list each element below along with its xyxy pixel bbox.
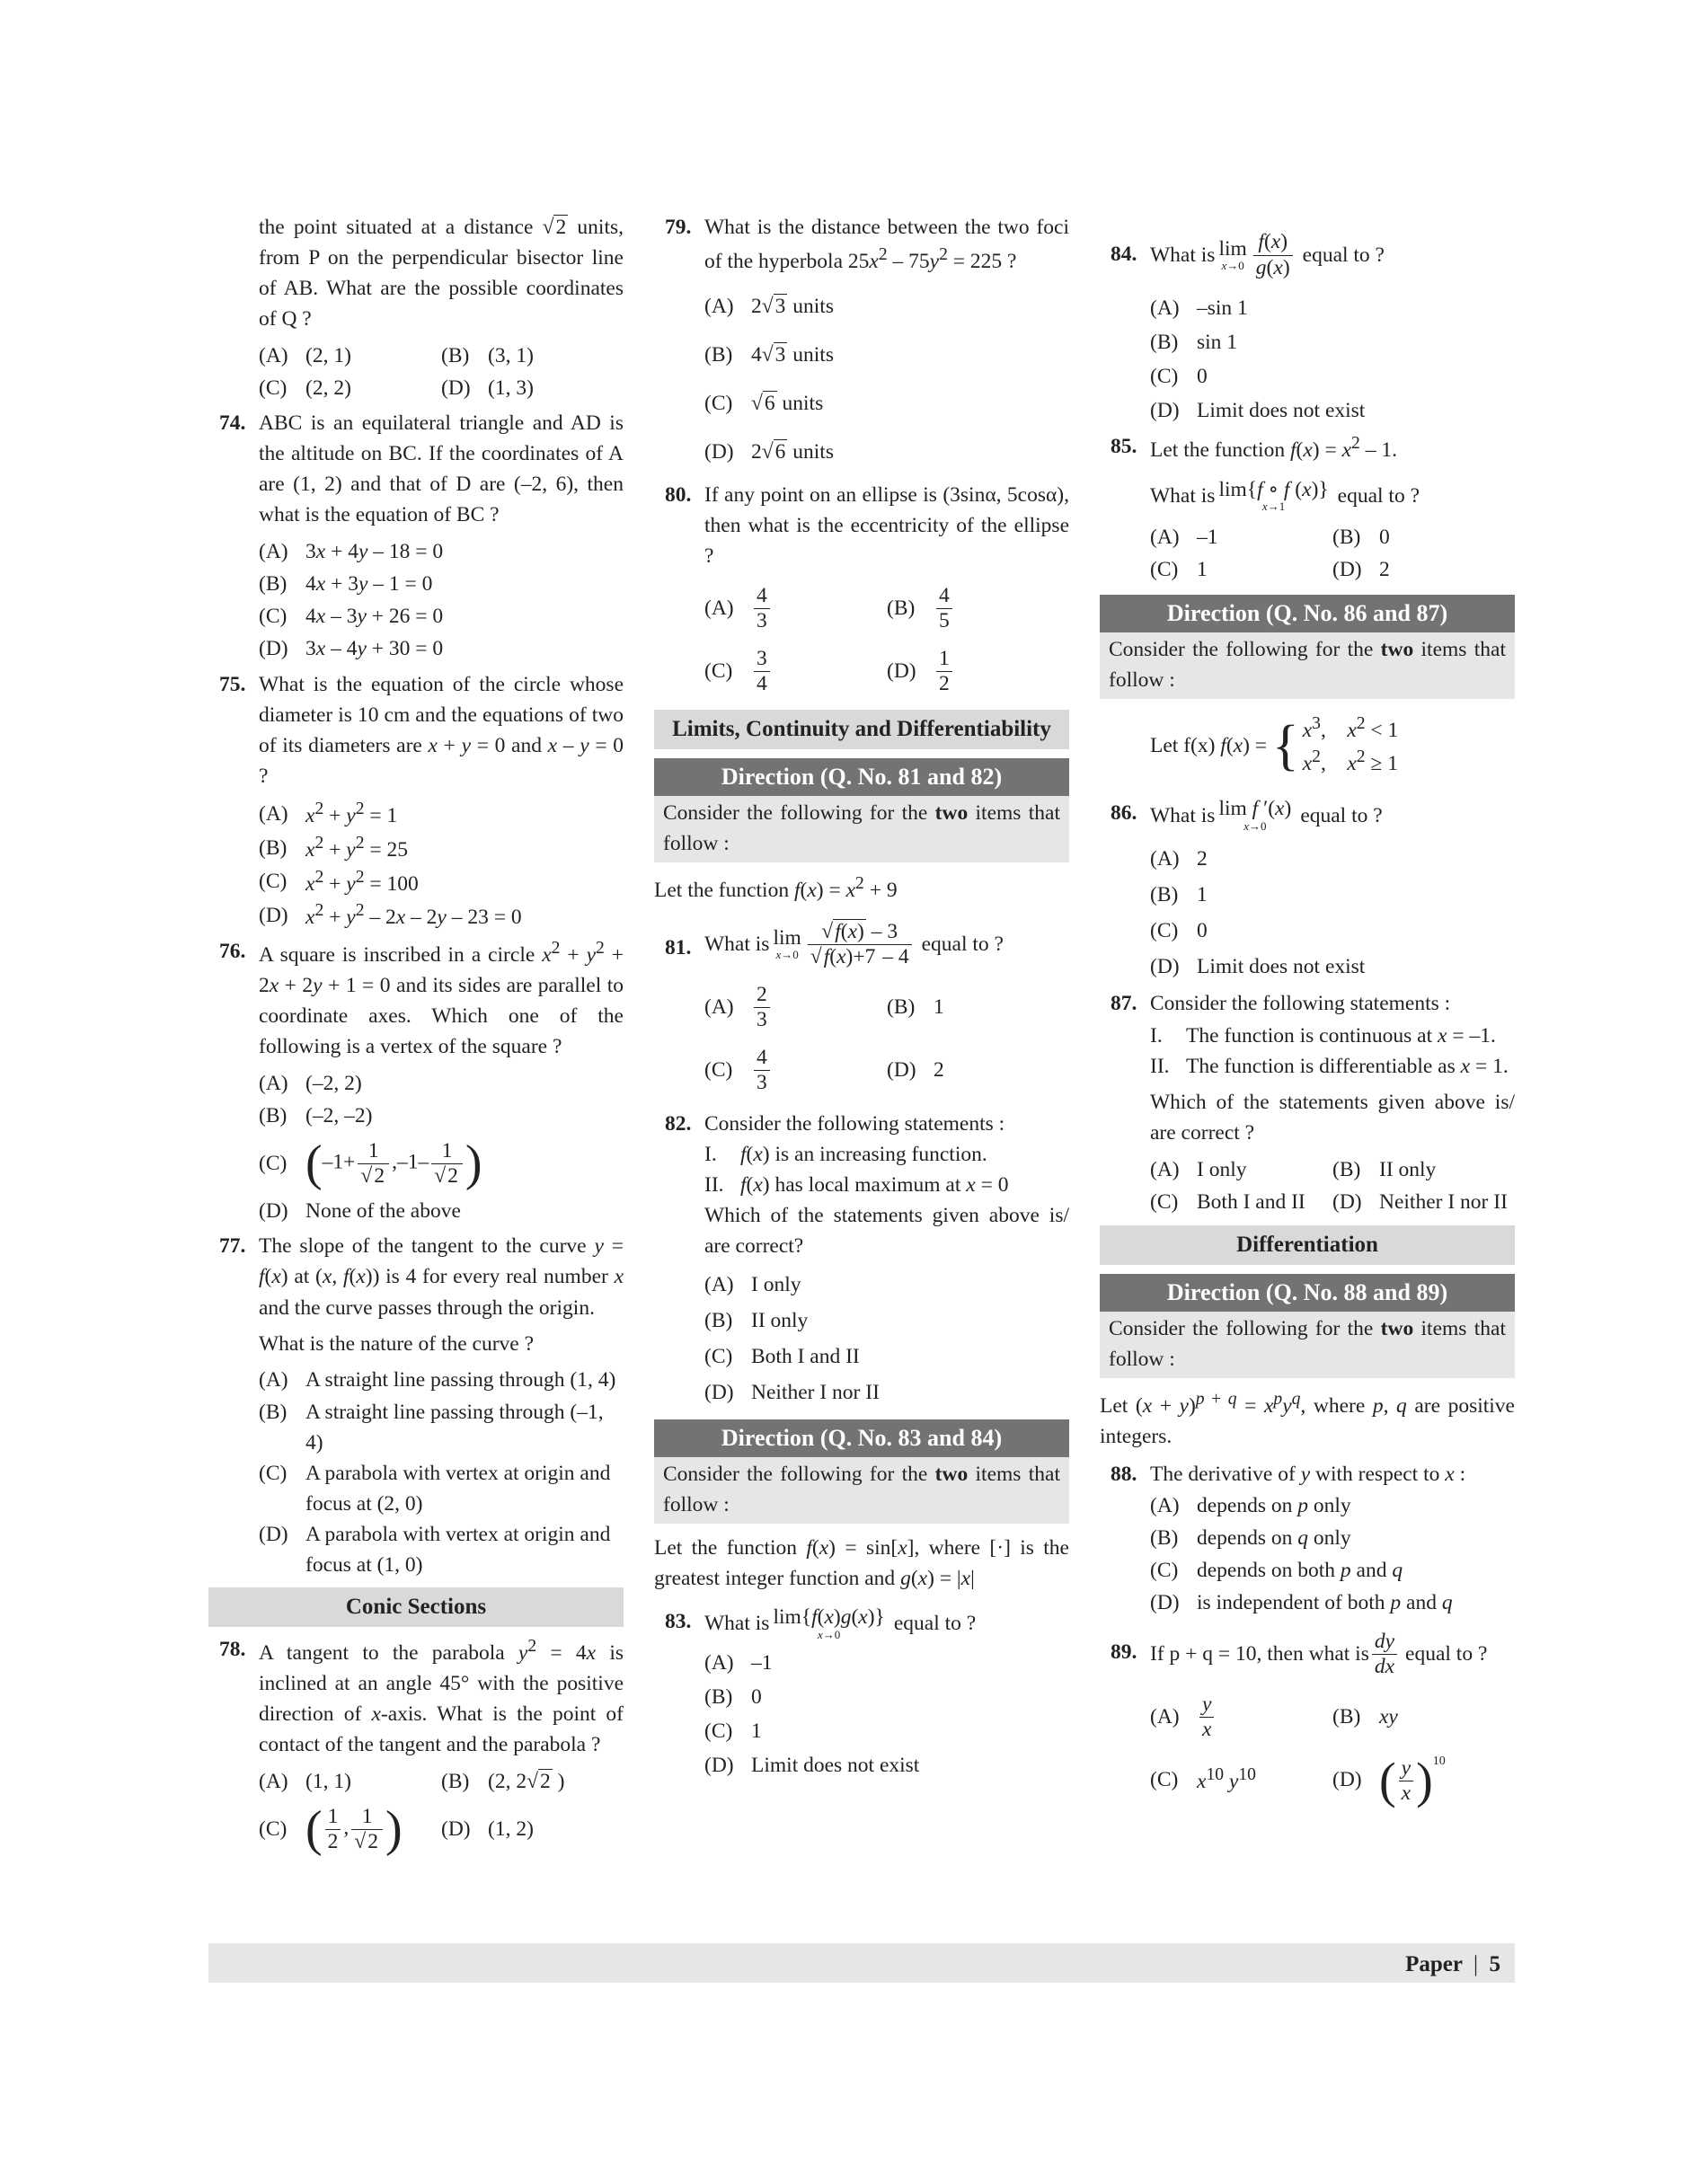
option-d: is independent of both p and q (1197, 1591, 1453, 1615)
question-stem: Let the function $f(x) = x^2 - 1$. (1150, 434, 1397, 462)
lead-text: Let the function f(x) = sin[x], where [·] is the greatest integer function and g(x) = |x| (654, 1536, 1069, 1591)
question-number: 83. (665, 1610, 692, 1634)
option-b: sin 1 (1197, 330, 1238, 354)
option-c: $\frac{4}{3}$ (751, 1046, 773, 1095)
question-74: 74. ABC is an equilateral triangle and AD is the altitude on BC. If the coordinates of A are (1, 2) and that of D are (–2, 6), then what is the equation of BC ? (A) 3x + 4y – 18 = 0 (B) 4x + 3y – 1 = 0 (C) 4x – 3y + 26 = 0 (D) 3x – 4y + 30 = 0 (208, 408, 624, 665)
question-number: 84. (1111, 243, 1137, 266)
option-a: (2, 1) (305, 344, 351, 368)
option-c: (2, 2) (305, 376, 351, 401)
option-d: (1, 3) (488, 376, 534, 401)
option-a: 2√3 units (751, 294, 834, 318)
question-stem: If p + q = 10, then what is $\frac{dy}{dx}$ equal to ? (1150, 1629, 1488, 1678)
question-stem: What is the distance between the two foci of the hyperbola $25x^2 - 75y^2 = 225$ ? (704, 216, 1069, 273)
direction-heading: Direction (Q. No. 83 and 84) (654, 1419, 1069, 1457)
question-78 (208, 1634, 624, 1861)
option-d: ( $\frac{y}{x}$ )$^{10}$ (1379, 1753, 1446, 1809)
option-b: 4x + 3y – 1 = 0 (305, 572, 433, 597)
direction-body: Consider the following for the two items that follow : (1100, 632, 1515, 699)
question-88: 88. The derivative of y with respect to x : (A) depends on p only (B) depends on q only (C) depends on both p and q (D) is independent of both p and q (1100, 1459, 1515, 1619)
option-a: I only (1197, 1157, 1247, 1181)
question-number: 77. (219, 1234, 246, 1259)
option-a: $\frac{y}{x}$ (1197, 1693, 1217, 1742)
options-row: (C) $\frac{4}{3}$ (D) 2 (704, 1045, 944, 1094)
option-b: $x^2 + y^2 = 25$ (305, 833, 408, 862)
question-number: 79. (665, 216, 692, 239)
option-d: 2√6 units (751, 439, 834, 464)
options-row: (A) $\frac{4}{3}$ (B) $\frac{4}{5}$ (704, 577, 1069, 640)
option-a: (–2, 2) (305, 1072, 362, 1096)
option-d: 2 (934, 1058, 944, 1083)
option-d: (1, 2) (488, 1817, 534, 1842)
question-number: 74. (219, 411, 246, 436)
statement-1: I. The function is continuous at x = –1. (1150, 1023, 1496, 1048)
option-b: 0 (751, 1685, 762, 1710)
lead-text: Let the function $f(x) = x^2 + 9$ (654, 874, 898, 903)
lead-text: Let $(x + y)^{p + q} = x^py^q$, where p, q are positive integers. (1100, 1390, 1515, 1448)
question-number: 75. (219, 672, 246, 696)
question-number: 85. (1111, 435, 1137, 458)
option-b: II only (751, 1309, 809, 1333)
option-c: 4x – 3y + 26 = 0 (305, 605, 444, 629)
option-d: Neither I nor II (751, 1381, 880, 1405)
direction-heading: Direction (Q. No. 86 and 87) (1100, 595, 1515, 632)
direction-heading: Direction (Q. No. 88 and 89) (1100, 1274, 1515, 1312)
option-d: 2 (1379, 557, 1390, 581)
option-b: xy (1379, 1705, 1398, 1729)
options-row: (A) (2, 1) (B) (3, 1) (259, 340, 624, 372)
option-a: 2 (1197, 846, 1208, 871)
option-d: Neither I nor II (1379, 1189, 1508, 1214)
option-d: $x^2 + y^2 - 2x - 2y - 23 = 0$ (305, 901, 522, 930)
option-c: Both I and II (751, 1345, 860, 1369)
statement-1: I. f(x) is an increasing function. (704, 1143, 987, 1167)
options-row: (A) $\frac{y}{x}$ (B) xy (1150, 1692, 1398, 1741)
option-c: $\frac{3}{4}$ (751, 647, 773, 696)
column-3 (1100, 219, 1515, 1815)
section-heading: Differentiation (1100, 1225, 1515, 1265)
option-d: $\frac{1}{2}$ (934, 647, 955, 696)
option-a: $\frac{2}{3}$ (751, 983, 773, 1032)
options-row: (C) 1 (D) 2 (1150, 553, 1515, 586)
option-b: II only (1379, 1157, 1437, 1181)
question-85 (1100, 431, 1515, 586)
option-d: Limit does not exist (751, 1754, 920, 1778)
question-stem: Consider the following statements : (704, 1112, 1005, 1136)
options-row: (C) ( $\frac{1}{2}$ , $\frac{1}{√2}$ ) (D) (1, 2) (259, 1801, 534, 1858)
option-c: ( $\frac{1}{2}$ , $\frac{1}{√2}$ ) (305, 1801, 403, 1858)
question-79: 79. What is the distance between the two foci of the hyperbola $25x^2 - 75y^2 = 225$ ? (A) 2√3 units (B) 4√3 units (C) √6 units (D) 2√6 units (654, 212, 1069, 476)
question-82: 82. Consider the following statements : I. f(x) is an increasing function. II. f(x) has local maximum at x = 0 Which of the statements given above is/ are correct? (A) I only (B) II only (C) Both I and II (D) Neither I nor II (654, 1109, 1069, 1410)
options-row: (A) $\frac{2}{3}$ (B) 1 (704, 982, 944, 1031)
option-b: (–2, –2) (305, 1104, 373, 1128)
option-a: –1 (751, 1651, 773, 1675)
options-row: (A) I only (B) II only (1150, 1154, 1515, 1186)
question-stem: What is lim x→0 $\frac{√f(x) - 3}{√f(x)+7 - 4}$ equal to ? (704, 919, 1004, 968)
option-d: 3x – 4y + 30 = 0 (305, 637, 444, 661)
option-c: 0 (1197, 918, 1208, 942)
option-a: I only (751, 1273, 801, 1297)
question-84: 84. What is lim x→0 $\frac{f(x)}{g(x)}$ equal to ? (A) –sin 1 (B) sin 1 (C) 0 (D) Limit does not exist (1100, 219, 1515, 428)
option-d: Limit does not exist (1197, 398, 1366, 422)
section-heading: Conic Sections (208, 1587, 624, 1627)
options-row: (A) (1, 1) (B) (2, 2√2 ) (259, 1765, 624, 1798)
option-c: 0 (1197, 364, 1208, 388)
question-stem: A tangent to the parabola $y^2 = 4x$ is inclined at an angle 45° with the positive direction of x-axis. What is the point of contact of the tangent and the parabola ? (259, 1637, 624, 1757)
options-row: (C) $\frac{3}{4}$ (D) $\frac{1}{2}$ (704, 640, 1069, 703)
question-number: 76. (219, 940, 246, 964)
options-row: (A) –1 (B) 0 (1150, 521, 1515, 553)
option-d: Limit does not exist (1197, 954, 1366, 978)
question-stem: If any point on an ellipse is (3sinα, 5cosα), then what is the eccentricity of the ellipse ? (704, 482, 1069, 569)
lead-text: Let f(x) f ( x ) = { $x^3$, $x^2 < 1$ $x^2$, $x^2 \ge 1$ (1150, 714, 1399, 776)
statement-2: II. The function is differentiable as x = 1. (1150, 1054, 1509, 1078)
option-a: $\frac{4}{3}$ (751, 584, 773, 633)
option-a: –1 (1197, 525, 1218, 549)
options-row: (C) $x^{10}$ $y^{10}$ (D) ( $\frac{y}{x}$ )$^{10}$ (1150, 1753, 1446, 1809)
column-1 (208, 212, 624, 1864)
question-stem: ABC is an equilateral triangle and AD is the altitude on BC. If the coordinates of A are (1, 2) and that of D are (–2, 6), then what is the equation of BC ? (259, 411, 624, 527)
option-a: depends on p only (1197, 1494, 1351, 1518)
option-b: 4√3 units (751, 342, 834, 367)
option-b: 1 (934, 995, 944, 1020)
option-b: (3, 1) (488, 344, 534, 368)
question-75: 75. What is the equation of the circle whose diameter is 10 cm and the equations of two of its diameters are x + y = 0 and x – y = 0 ? (A) $x^2 + y^2 = 1$ (B) $x^2 + y^2 = 25$ (C) $x^2 + y^2 = 100$ (D) $x^2 + y^2 - 2x - 2y - 23 = 0$ (208, 669, 624, 933)
question-86: 86. What is lim f ′(x) x→0 equal to ? (A) 2 (B) 1 (C) 0 (D) Limit does not exist (1100, 791, 1515, 985)
question-number: 80. (665, 482, 692, 507)
option-c: $x^2 + y^2 = 100$ (305, 867, 419, 896)
question-ask: Which of the statements given above is/ are correct ? (1150, 1090, 1515, 1145)
direction-heading: Direction (Q. No. 81 and 82) (654, 758, 1069, 796)
question-81 (654, 913, 1069, 1101)
question-87 (1100, 988, 1515, 1218)
question-stem: Consider the following statements : (1150, 991, 1451, 1015)
question-73-continued (208, 212, 624, 404)
question-number: 89. (1111, 1640, 1137, 1665)
option-b: 0 (1379, 525, 1390, 549)
option-a: (1, 1) (305, 1770, 351, 1794)
direction-body: Consider the following for the two items that follow : (654, 1457, 1069, 1524)
page-footer (208, 1943, 1515, 1983)
option-c: Both I and II (1197, 1189, 1305, 1214)
question-stem: The slope of the tangent to the curve y = f(x) at (x, f(x)) is 4 for every real number x and the curve passes through the origin. (259, 1234, 624, 1320)
question-number: 81. (665, 936, 692, 960)
question-stem: What is lim{f(x)g(x)} x→0 equal to ? (704, 1605, 977, 1641)
option-a: $x^2 + y^2 = 1$ (305, 799, 398, 827)
option-a: 3x + 4y – 18 = 0 (305, 540, 444, 564)
question-89 (1100, 1622, 1515, 1811)
column-2 (654, 212, 1069, 1786)
question-number: 87. (1111, 991, 1137, 1015)
question-83: 83. What is lim{f(x)g(x)} x→0 equal to ? (A) –1 (B) 0 (C) 1 (D) Limit does not exist (654, 1601, 1069, 1782)
question-stem: The derivative of y with respect to x : (1150, 1463, 1466, 1487)
question-stem: What is lim f ′(x) x→0 equal to ? (1150, 797, 1383, 833)
option-c: $x^{10}$ $y^{10}$ (1197, 1765, 1256, 1793)
question-stem: A square is inscribed in a circle $x^2 + y^2 + 2x + 2y + 1 = 0$ and its sides are parallel to coordinate axes. Which one of the following is a vertex of the square ? (259, 939, 624, 1059)
question-stem-2: What is lim{f ∘ f (x)} x→1 equal to ? (1150, 477, 1420, 514)
question-stem: What is lim x→0 $\frac{f(x)}{g(x)}$ equal to ? (1150, 230, 1385, 279)
option-a: –sin 1 (1197, 296, 1248, 320)
option-c: 1 (1197, 557, 1208, 581)
option-b: depends on q only (1197, 1526, 1351, 1551)
question-number: 82. (665, 1112, 692, 1136)
question-76: 76. A square is inscribed in a circle $x^2 + y^2 + 2x + 2y + 1 = 0$ and its sides are parallel to coordinate axes. Which one of the following is a vertex of the square ? (A) (–2, 2) (B) (–2, –2) (C) (–1+ $\frac{1}{√2}$ ,–1– $\frac{1}{√2}$ ) (D) None of the above (208, 936, 624, 1227)
option-d: None of the above (305, 1199, 461, 1224)
option-c: A parabola with vertex at origin and focus at (2, 0) (305, 1461, 611, 1516)
question-ask: Which of the statements given above is/ are correct? (704, 1204, 1069, 1259)
option-c: 1 (751, 1719, 762, 1744)
options-row: (C) (2, 2) (D) (1, 3) (259, 372, 624, 404)
page-number-label: Paper | 5 (1405, 1952, 1500, 1976)
option-b: 1 (1197, 882, 1208, 906)
question-77: 77. The slope of the tangent to the curve y = f(x) at (x, f(x)) is 4 for every real number x and the curve passes through the origin. What is the nature of the curve ? (A) A straight line passing through (1, 4) (B) A straight line passing through (–1, 4) (C) A parabola with vertex at origin and focus at (2, 0) (D) A parabola with vertex at origin and focus at (1, 0) (208, 1231, 624, 1580)
option-c: depends on both p and q (1197, 1559, 1403, 1583)
option-d: A parabola with vertex at origin and focus at (1, 0) (305, 1522, 611, 1577)
option-b: (2, 2√2 ) (488, 1770, 565, 1794)
question-number: 88. (1111, 1463, 1137, 1487)
question-80 (654, 480, 1069, 703)
question-stem: What is the equation of the circle whose diameter is 10 cm and the equations of two of its diameters are x + y = 0 and x – y = 0 ? (259, 672, 624, 788)
direction-body: Consider the following for the two items that follow : (1100, 1312, 1515, 1378)
option-a: A straight line passing through (1, 4) (305, 1367, 616, 1392)
section-heading: Limits, Continuity and Differentiability (654, 710, 1069, 749)
direction-body: Consider the following for the two items that follow : (654, 796, 1069, 862)
question-number: 78. (219, 1638, 246, 1662)
option-b: $\frac{4}{5}$ (934, 584, 955, 633)
question-stem-2: What is the nature of the curve ? (259, 1331, 535, 1356)
option-b: A straight line passing through (–1, 4) (305, 1400, 604, 1454)
options-row: (C) Both I and II (D) Neither I nor II (1150, 1186, 1515, 1218)
option-c: (–1+ $\frac{1}{√2}$ ,–1– $\frac{1}{√2}$ ) (305, 1136, 482, 1192)
question-stem: the point situated at a distance √2 units, from P on the perpendicular bisector line of AB. What are the possible coordinates of Q ? (259, 216, 624, 332)
question-number: 86. (1111, 800, 1137, 825)
option-c: √6 units (751, 391, 824, 415)
statement-2: II. f(x) has local maximum at x = 0 (704, 1173, 1009, 1198)
